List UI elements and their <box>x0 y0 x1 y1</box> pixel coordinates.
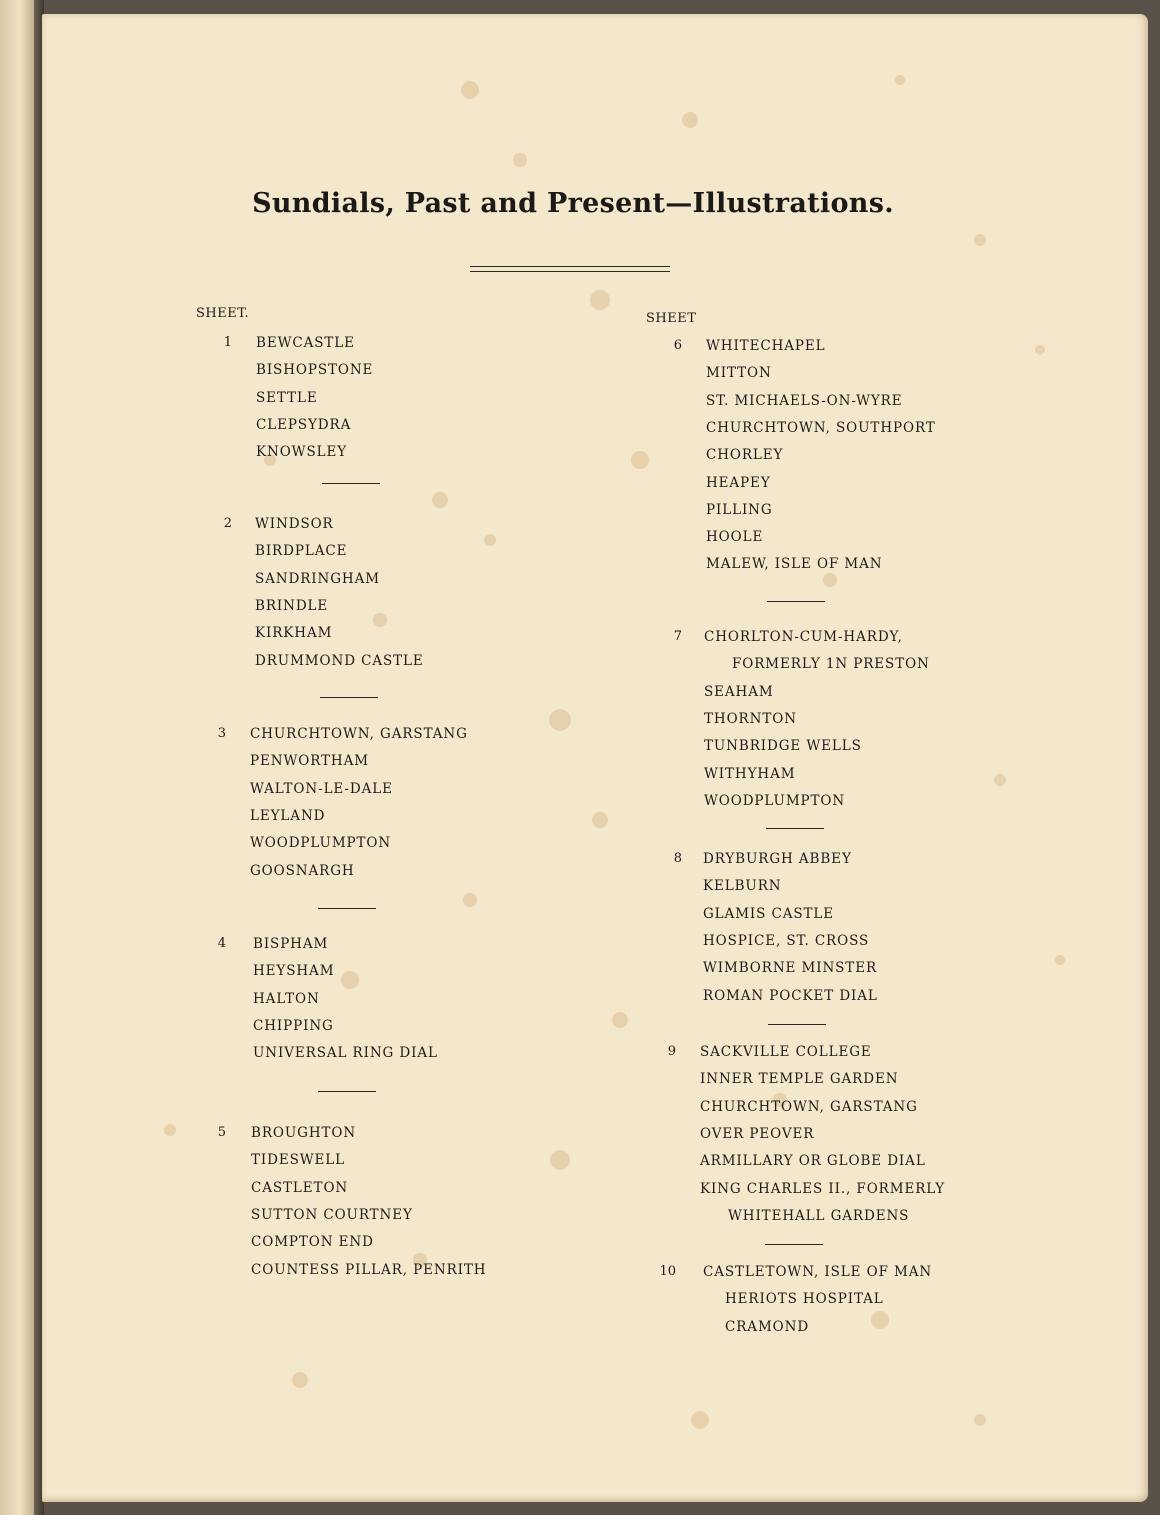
sheet-item: BISPHAM <box>253 936 329 952</box>
sheet-item: CHIPPING <box>253 1017 334 1034</box>
sheet-item: SACKVILLE COLLEGE <box>700 1044 872 1060</box>
sheet-item: COUNTESS PILLAR, PENRITH <box>251 1261 487 1278</box>
section-divider <box>767 601 825 602</box>
foxing-spot <box>895 75 905 85</box>
foxing-spot <box>631 451 649 469</box>
sheet-item: THORNTON <box>704 710 797 727</box>
sheet-item: CHURCHTOWN, SOUTHPORT <box>706 419 936 436</box>
sheet-item: ST. MICHAELS-ON-WYRE <box>706 392 903 409</box>
sheet-item: PILLING <box>706 501 773 518</box>
sheet-item: WITHYHAM <box>704 765 796 782</box>
sheet-item: CASTLETOWN, ISLE OF MAN <box>703 1264 933 1280</box>
foxing-spot <box>164 1124 176 1136</box>
section-divider <box>765 1244 823 1245</box>
sheet-item: WINDSOR <box>255 516 334 532</box>
sheet-item: HOOLE <box>706 529 764 546</box>
foxing-spot <box>590 290 610 310</box>
sheet-number: 6 <box>673 338 682 353</box>
foxing-spot <box>994 774 1006 786</box>
foxing-spot <box>373 613 387 627</box>
title-rule-upper <box>470 266 670 267</box>
sheet-number: 9 <box>667 1044 676 1059</box>
sheet-item: INNER TEMPLE GARDEN <box>700 1071 899 1088</box>
sheet-item: HEAPEY <box>706 474 771 491</box>
sheet-number: 7 <box>673 629 682 644</box>
sheet-header-right: SHEET <box>646 311 697 326</box>
foxing-spot <box>341 971 359 989</box>
sheet-item: BISHOPSTONE <box>256 362 374 379</box>
sheet-item: WOODPLUMPTON <box>704 792 846 809</box>
foxing-spot <box>682 112 698 128</box>
section-divider <box>322 483 380 484</box>
sheet-item: CLEPSYDRA <box>256 416 352 433</box>
sheet-item: BEWCASTLE <box>256 335 355 351</box>
sheet-item: TIDESWELL <box>251 1152 346 1169</box>
sheet-item: TUNBRIDGE WELLS <box>704 738 862 755</box>
section-divider <box>768 1024 826 1025</box>
section-divider <box>318 1091 376 1092</box>
sheet-item: CHURCHTOWN, GARSTANG <box>250 726 468 742</box>
sheet-item: GOOSNARGH <box>250 862 355 879</box>
sheet-item: HALTON <box>253 990 320 1007</box>
foxing-spot <box>1035 345 1045 355</box>
foxing-spot <box>1055 955 1065 965</box>
sheet-item: CHURCHTOWN, GARSTANG <box>700 1098 918 1115</box>
foxing-spot <box>974 234 986 246</box>
sheet-item: OVER PEOVER <box>700 1125 815 1142</box>
sheet-item: BIRDPLACE <box>255 543 348 560</box>
foxing-spot <box>463 893 477 907</box>
section-divider <box>766 828 824 829</box>
foxing-spot <box>461 81 479 99</box>
sheet-item: WHITECHAPEL <box>706 338 826 354</box>
sheet-item: WALTON-LE-DALE <box>250 780 393 797</box>
sheet-item: WHITEHALL GARDENS <box>728 1207 910 1224</box>
sheet-number: 1 <box>223 335 232 350</box>
sheet-item: BRINDLE <box>255 597 329 614</box>
sheet-number: 2 <box>223 516 232 531</box>
foxing-spot <box>292 1372 308 1388</box>
sheet-item: KING CHARLES II., FORMERLY <box>700 1180 946 1197</box>
sheet-item: COMPTON END <box>251 1234 374 1251</box>
sheet-number: 8 <box>673 851 682 866</box>
sheet-item: DRYBURGH ABBEY <box>703 851 852 867</box>
foxing-spot <box>432 492 448 508</box>
sheet-header-left: SHEET. <box>196 306 250 321</box>
sheet-item: DRUMMOND CASTLE <box>255 652 424 669</box>
foxing-spot <box>691 1411 709 1429</box>
foxing-spot <box>974 1414 986 1426</box>
foxing-spot <box>612 1012 628 1028</box>
sheet-item: SEAHAM <box>704 683 774 700</box>
section-divider <box>318 908 376 909</box>
sheet-item: PENWORTHAM <box>250 753 369 770</box>
page-title: Sundials, Past and Present—Illustrations. <box>252 188 894 219</box>
document-page <box>42 14 1148 1502</box>
sheet-item: ROMAN POCKET DIAL <box>703 987 878 1004</box>
sheet-item: MALEW, ISLE OF MAN <box>706 556 883 573</box>
section-divider <box>320 697 378 698</box>
sheet-item: FORMERLY 1N PRESTON <box>732 656 930 673</box>
sheet-item: GLAMIS CASTLE <box>703 905 835 922</box>
sheet-item: ARMILLARY OR GLOBE DIAL <box>700 1153 926 1170</box>
sheet-item: SETTLE <box>256 389 318 406</box>
foxing-spot <box>823 573 837 587</box>
sheet-number: 10 <box>659 1264 676 1279</box>
sheet-number: 4 <box>217 936 226 951</box>
sheet-item: CHORLEY <box>706 447 784 464</box>
foxing-spot <box>549 709 571 731</box>
sheet-item: BROUGHTON <box>251 1125 357 1141</box>
sheet-item: CASTLETON <box>251 1179 349 1196</box>
sheet-item: HOSPICE, ST. CROSS <box>703 932 870 949</box>
foxing-spot <box>592 812 608 828</box>
sheet-item: SANDRINGHAM <box>255 570 380 587</box>
sheet-item: HEYSHAM <box>253 963 335 980</box>
sheet-number: 3 <box>217 726 226 741</box>
foxing-spot <box>550 1150 570 1170</box>
sheet-item: KELBURN <box>703 878 782 895</box>
sheet-item: HERIOTS HOSPITAL <box>725 1291 884 1308</box>
sheet-item: UNIVERSAL RING DIAL <box>253 1045 438 1062</box>
sheet-item: KNOWSLEY <box>256 444 348 461</box>
title-rule-lower <box>470 271 670 272</box>
sheet-item: MITTON <box>706 365 772 382</box>
previous-page-edge <box>0 0 34 1515</box>
sheet-item: SUTTON COURTNEY <box>251 1206 413 1223</box>
sheet-item: KIRKHAM <box>255 625 333 642</box>
sheet-item: WIMBORNE MINSTER <box>703 960 878 977</box>
sheet-item: WOODPLUMPTON <box>250 835 392 852</box>
sheet-item: CRAMOND <box>725 1318 810 1335</box>
foxing-spot <box>484 534 496 546</box>
sheet-item: LEYLAND <box>250 807 326 824</box>
foxing-spot <box>871 1311 889 1329</box>
foxing-spot <box>513 153 527 167</box>
sheet-item: CHORLTON-CUM-HARDY, <box>704 629 903 645</box>
sheet-number: 5 <box>217 1125 226 1140</box>
